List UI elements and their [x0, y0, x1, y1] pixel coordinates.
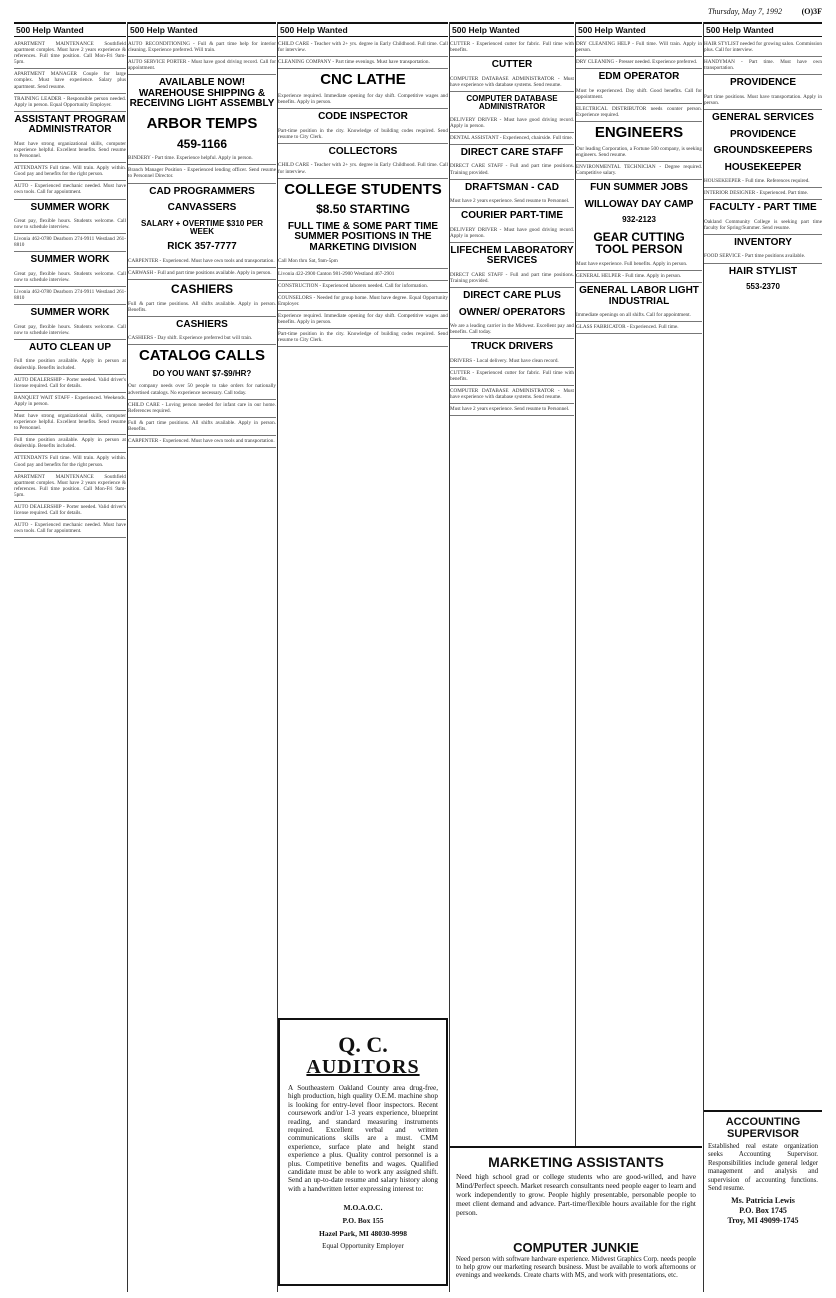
accounting-supervisor-ad — [704, 1110, 822, 1292]
accounting-contact: Ms. Patricia Lewis — [731, 1196, 795, 1206]
section-caption: 500 Help Wanted — [278, 22, 448, 37]
accounting-body: Established real estate organization seeks Accounting Supervisor. Responsibilities include general ledger management and analysis and supervision of accounting functions. Send resume. — [708, 1143, 818, 1193]
ad-heading-arbor-temps: ARBOR TEMPS — [146, 114, 258, 132]
classified-ad: Must have experience. Full benefits. Apply in person. — [576, 259, 702, 271]
classified-ad: DENTAL ASSISTANT - Experienced, chairside. Full time. — [450, 133, 574, 145]
classified-ad: Our company needs over 50 people to take orders for nationally advertised catalogs. No experience necessary. Call today. — [128, 381, 276, 399]
ad-heading-assistant-admin: ASSISTANT PROGRAM ADMINISTRATOR — [14, 113, 126, 136]
classified-ad: Immediate openings on all shifts. Call for appointment. — [576, 310, 702, 322]
section-caption: 500 Help Wanted — [14, 22, 126, 37]
classified-ad: AUTO RECONDITIONING - Full & part time help for interior cleaning. Experience preferred. Will train. — [128, 39, 276, 57]
classified-ad: INTERIOR DESIGNER - Experienced. Part time. — [704, 188, 822, 200]
ad-catalog-sub: DO YOU WANT $7-$9/HR? — [152, 369, 252, 379]
section-caption: 500 Help Wanted — [450, 22, 574, 37]
ad-heading-inventory: INVENTORY — [734, 236, 792, 248]
ad-heading-cashiers: CASHIERS — [170, 281, 233, 296]
ad-heading-auto-clean-up: AUTO CLEAN UP — [28, 341, 112, 353]
ad-heading-college-students: COLLEGE STUDENTS — [284, 180, 442, 198]
ad-heading-general-services: GENERAL SERVICES — [712, 112, 814, 124]
classified-ad: CHILD CARE - Teacher with 2+ yrs. degree in Early Childhood. Full time. Call for interview. — [278, 39, 448, 57]
classified-ad: AUTO DEALERSHIP - Porter needed. Valid driver's license required. Call for details. — [14, 502, 126, 520]
qc-title: Q. C. — [338, 1032, 388, 1057]
classified-ad: FOOD SERVICE - Part time positions available. — [704, 251, 822, 263]
classified-ad: Must have strong organizational skills, computer experience helpful. Excellent benefits. Send resume to Personnel. — [14, 139, 126, 163]
ad-starting-pay: $8.50 STARTING — [316, 202, 410, 217]
classified-ad: Oakland Community College is seeking part time faculty for Spring/Summer. Send resume. — [704, 217, 822, 235]
classified-ad: APARTMENT MAINTENANCE Southfield apartment complex. Must have 2 years experience & references. Full time position. Call Mon-Fri 9am-5pm. — [14, 39, 126, 69]
classified-ad: CARPENTER - Experienced. Must have own tools and transportation. — [128, 256, 276, 268]
ad-heading-engineers: ENGINEERS — [594, 124, 684, 142]
classified-ad: DELIVERY DRIVER - Must have good driving record. Apply in person. — [450, 225, 574, 243]
qc-eoe: Equal Opportunity Employer — [322, 1242, 404, 1251]
qc-auditors-ad — [278, 1018, 448, 1286]
classified-ad: Must have strong organizational skills, computer experience helpful. Excellent benefits. Send resume to Personnel. — [14, 411, 126, 435]
ad-salary: SALARY + OVERTIME $310 PER WEEK — [140, 218, 264, 236]
classified-ad: COUNSELORS - Needed for group home. Must have degree. Equal Opportunity Employer. — [278, 293, 448, 311]
ad-heading-direct-care: DIRECT CARE STAFF — [460, 146, 564, 158]
section-caption: 500 Help Wanted — [576, 22, 702, 37]
qc-address-name: M.O.A.O.C. — [343, 1203, 383, 1213]
classified-ad: HANDYMAN - Part time. Must have own transportation. — [704, 57, 822, 75]
classified-ad: CHILD CARE - Loving person needed for infant care in our home. References required. — [128, 400, 276, 418]
classified-ad: Must have 2 years experience. Send resume to Personnel. — [450, 404, 574, 416]
classified-ad: Part-time position in the city. Knowledge of building codes required. Send resume to City Clerk. — [278, 126, 448, 144]
classified-ad: AUTO - Experienced mechanic needed. Must have own tools. Call for appointment. — [14, 520, 126, 538]
classified-ad: Full & part time positions. All shifts available. Apply in person. Benefits. — [128, 418, 276, 436]
classified-ad: Call Mon thru Sat, 9am-5pm — [278, 256, 448, 268]
section-caption: 500 Help Wanted — [128, 22, 276, 37]
marketing-title: MARKETING ASSISTANTS — [488, 1154, 664, 1170]
classified-ad: ATTENDANTS Full time. Will train. Apply within. Good pay and benefits for the right person. — [14, 163, 126, 181]
ad-contact-rick: RICK 357-7777 — [167, 241, 237, 253]
ad-summer-positions: FULL TIME & SOME PART TIME SUMMER POSITIONS IN THE MARKETING DIVISION — [287, 220, 439, 253]
ad-heading-dba: COMPUTER DATABASE ADMINISTRATOR — [466, 93, 558, 112]
classified-ad: DIRECT CARE STAFF - Full and part time positions. Training provided. — [450, 270, 574, 288]
ad-heading-summer-work: SUMMER WORK — [30, 307, 110, 319]
page-header — [14, 6, 822, 20]
classified-ad: Full time position available. Apply in person at dealership. Benefits included. — [14, 356, 126, 374]
marketing-body: Need high school grad or college students who are good-willed, and have Mind/Perfect speech. Market research consultants need people eager to learn and work independently to grow. People highly presentable, personable people to meet client demand and advance. Part-time/flexible hours available for the right person. — [456, 1172, 696, 1217]
classified-ad: ELECTRICAL DISTRIBUTOR needs counter person. Experience required. — [576, 104, 702, 122]
ad-heading-housekeeper: HOUSEKEEPER — [724, 161, 802, 173]
classified-ad: Livonia 422-2900 Canton 981-2900 Westland 467-2901 — [278, 269, 448, 281]
ad-heading-hair-stylist: HAIR STYLIST — [728, 265, 798, 277]
ad-heading-draftsman: DRAFTSMAN - CAD — [465, 181, 559, 193]
classified-ad: CASHIERS - Day shift. Experience preferred but will train. — [128, 333, 276, 345]
ad-heading-owner-operators: OWNER/ OPERATORS — [458, 306, 566, 318]
qc-body: A Southeastern Oakland County area drug-free, high production, high quality O.E.M. machine shop is looking for entry-level floor inspectors. Recent coursework and/or 1-3 years experience, blueprint reading, and standard measuring instruments required. Excellent verbal and written communications skills are a must. CMM experience, surface plate and height stand experience a plus. Quality control personnel is a plus. Competitive benefits and wages. Qualified candidate must be able to work any assigned shift. Send an up-to-date resume and salary history along with a handwritten letter expressing interest to: — [288, 1084, 438, 1193]
classified-ad: Our leading Corporation, a Fortune 500 company, is seeking engineers. Send resume. — [576, 144, 702, 162]
ad-heading-cnc-lathe: CNC LATHE — [320, 71, 406, 89]
column-6 — [704, 22, 822, 1292]
ad-heading-providence: PROVIDENCE — [729, 128, 797, 140]
classified-ad: Great pay, flexible hours. Students welcome. Call now to schedule interview. — [14, 322, 126, 340]
ad-heading-truck-drivers: TRUCK DRIVERS — [470, 341, 554, 353]
classified-ad: AUTO DEALERSHIP - Porter needed. Valid driver's license required. Call for details. — [14, 375, 126, 393]
classified-ad: HOUSEKEEPER - Full time. References required. — [704, 176, 822, 188]
section-caption: 500 Help Wanted — [704, 22, 822, 37]
ad-heading-courier: COURIER PART-TIME — [460, 210, 564, 222]
classified-ad: ENVIRONMENTAL TECHNICIAN - Degree required. Competitive salary. — [576, 162, 702, 180]
classified-ad: Experience required. Immediate opening for day shift. Competitive wages and benefits. Apply in person. — [278, 91, 448, 109]
classified-ad: Great pay, flexible hours. Students welcome. Call now to schedule interview. — [14, 269, 126, 287]
page-number: (O)3F — [801, 7, 822, 16]
classified-ad: We are a leading carrier in the Midwest. Excellent pay and benefits. Call today. — [450, 321, 574, 339]
ad-heading-summer-work: SUMMER WORK — [30, 201, 110, 213]
ad-heading-edm: EDM OPERATOR — [598, 71, 680, 83]
classified-ad: Full time position available. Apply in person at dealership. Benefits included. — [14, 435, 126, 453]
ad-heading-gear-cutting: GEAR CUTTING TOOL PERSON — [593, 229, 685, 257]
classified-ad: DELIVERY DRIVER - Must have good driving record. Apply in person. — [450, 115, 574, 133]
classified-ad: HAIR STYLIST needed for growing salon. Commission plus. Call for interview. — [704, 39, 822, 57]
classified-ad: GENERAL HELPER - Full time. Apply in person. — [576, 271, 702, 283]
accounting-title: ACCOUNTING SUPERVISOR — [725, 1116, 801, 1140]
classified-ad: Branch Manager Position - Experienced lending officer. Send resume to Personnel Director. — [128, 165, 276, 183]
accounting-box: P.O. Box 1745 — [739, 1206, 787, 1216]
qc-address-box: P.O. Box 155 — [342, 1216, 384, 1226]
ad-heading-code-inspector: CODE INSPECTOR — [318, 111, 408, 123]
classified-ad: CUTTER - Experienced cutter for fabric. Full time with benefits. — [450, 39, 574, 57]
classified-ad: APARTMENT MANAGER Couple for large complex. Must have experience. Salary plus apartment. Send resume. — [14, 69, 126, 93]
classified-ad: TRAINING LEADER - Responsible person needed. Apply in person. Equal Opportunity Employer. — [14, 94, 126, 112]
classified-ad: Great pay, flexible hours. Students welcome. Call now to schedule interview. — [14, 216, 126, 234]
classified-ad: ATTENDANTS Full time. Will train. Apply within. Good pay and benefits for the right person. — [14, 453, 126, 471]
computer-junkie-title: COMPUTER JUNKIE — [513, 1240, 639, 1255]
classified-ad: DRIVERS - Local delivery. Must have clean record. — [450, 356, 574, 368]
classified-ad: COMPUTER DATABASE ADMINISTRATOR - Must have experience with database systems. Send resume. — [450, 386, 574, 404]
classified-ad: Livonia 462-0780 Dearborn 274-9911 Westland 261-8810 — [14, 234, 126, 252]
classified-ad: BINDERY - Part time. Experience helpful. Apply in person. — [128, 153, 276, 165]
classified-ad: GLASS FABRICATOR - Experienced. Full time. — [576, 322, 702, 334]
classified-ad: DIRECT CARE STAFF - Full and part time positions. Training provided. — [450, 161, 574, 179]
ad-heading-faculty: FACULTY - PART TIME — [709, 202, 817, 214]
column-5 — [576, 22, 702, 1292]
qc-address-city: Hazel Park, MI 48030-9998 — [319, 1229, 407, 1239]
classified-ad: CARWASH - Full and part time positions available. Apply in person. — [128, 268, 276, 280]
ad-heading-willoway: WILLOWAY DAY CAMP — [584, 198, 694, 210]
classified-ad: DRY CLEANING HELP - Full time. Will train. Apply in person. — [576, 39, 702, 57]
classified-ad: APARTMENT MAINTENANCE Southfield apartment complex. Must have 2 years experience & references. Full time position. Call Mon-Fri 9am-5pm. — [14, 472, 126, 502]
column-4 — [450, 22, 574, 1292]
column-2 — [128, 22, 276, 1292]
ad-heading-direct-care-plus: DIRECT CARE PLUS — [463, 290, 561, 302]
ad-phone-willoway: 932-2123 — [622, 215, 656, 225]
ad-heading-canvassers: CANVASSERS — [167, 202, 237, 213]
column-1 — [14, 22, 126, 1292]
ad-heading-collectors: COLLECTORS — [328, 145, 398, 157]
classified-ad: Must have 2 years experience. Send resume to Personnel. — [450, 196, 574, 208]
classified-ad: Part-time position in the city. Knowledge of building codes required. Send resume to City Clerk. — [278, 329, 448, 347]
computer-junkie-ad — [450, 1240, 702, 1292]
classified-ad: AUTO - Experienced mechanic needed. Must have own tools. Call for appointment. — [14, 181, 126, 199]
ad-heading-lifechem: LIFECHEM LABORATORY SERVICES — [450, 244, 574, 267]
header-date: Thursday, May 7, 1992 — [708, 7, 782, 16]
ad-heading-providence: PROVIDENCE — [729, 77, 797, 89]
computer-junkie-body: Need person with software hardware experience. Midwest Graphics Corp. needs people to help grow our marketing research business. Must be available to work afternoons or evenings and weekends. Create charts with MS, and work with presentations, etc. — [456, 1256, 696, 1279]
ad-heading-fun-summer: FUN SUMMER JOBS — [590, 182, 688, 194]
ad-heading-cashiers: CASHIERS — [176, 318, 228, 330]
classified-ad: Experience required. Immediate opening for day shift. Competitive wages and benefits. Apply in person. — [278, 311, 448, 329]
accounting-city: Troy, MI 49099-1745 — [727, 1216, 799, 1226]
classified-ad: Full & part time positions. All shifts available. Apply in person. Benefits. — [128, 299, 276, 317]
classified-ad: CONSTRUCTION - Experienced laborers needed. Call for information. — [278, 281, 448, 293]
classified-ad: Part time positions. Must have transportation. Apply in person. — [704, 92, 822, 110]
ad-heading-general-labor: GENERAL LABOR LIGHT INDUSTRIAL — [579, 285, 699, 307]
classified-ad: DRY CLEANING - Presser needed. Experience preferred. — [576, 57, 702, 69]
classified-ad: CARPENTER - Experienced. Must have own tools and transportation. — [128, 436, 276, 448]
ad-heading-summer-work: SUMMER WORK — [30, 254, 110, 266]
classified-ad: CHILD CARE - Teacher with 2+ yrs. degree in Early Childhood. Full time. Call for interview. — [278, 160, 448, 178]
ad-heading-cad: CAD PROGRAMMERS — [149, 185, 255, 197]
ad-phone-arbor: 459-1166 — [176, 136, 228, 151]
classified-ad: COMPUTER DATABASE ADMINISTRATOR - Must have experience with database systems. Send resume. — [450, 74, 574, 92]
ad-heading-cutter: CUTTER — [491, 59, 533, 71]
ad-heading-catalog-calls: CATALOG CALLS — [138, 347, 266, 365]
classified-ad: Livonia 462-0780 Dearborn 274-9911 Westland 261-8810 — [14, 287, 126, 305]
qc-subtitle: AUDITORS — [306, 1056, 420, 1078]
classified-ad: BANQUET WAIT STAFF - Experienced. Weekends. Apply in person. — [14, 393, 126, 411]
classified-ad: Must be experienced. Day shift. Good benefits. Call for appointment. — [576, 86, 702, 104]
ad-phone-stylist: 553-2370 — [746, 282, 780, 292]
classified-ad: CLEANING COMPANY - Part time evenings. Must have transportation. — [278, 57, 448, 69]
classified-ad: CUTTER - Experienced cutter for fabric. Full time with benefits. — [450, 368, 574, 386]
classified-ad: AUTO SERVICE PORTER - Must have good driving record. Call for appointment. — [128, 57, 276, 75]
ad-heading-available-now: AVAILABLE NOW! WAREHOUSE SHIPPING & RECEIVING LIGHT ASSEMBLY — [129, 77, 275, 110]
ad-heading-groundskeepers: GROUNDSKEEPERS — [713, 145, 813, 157]
